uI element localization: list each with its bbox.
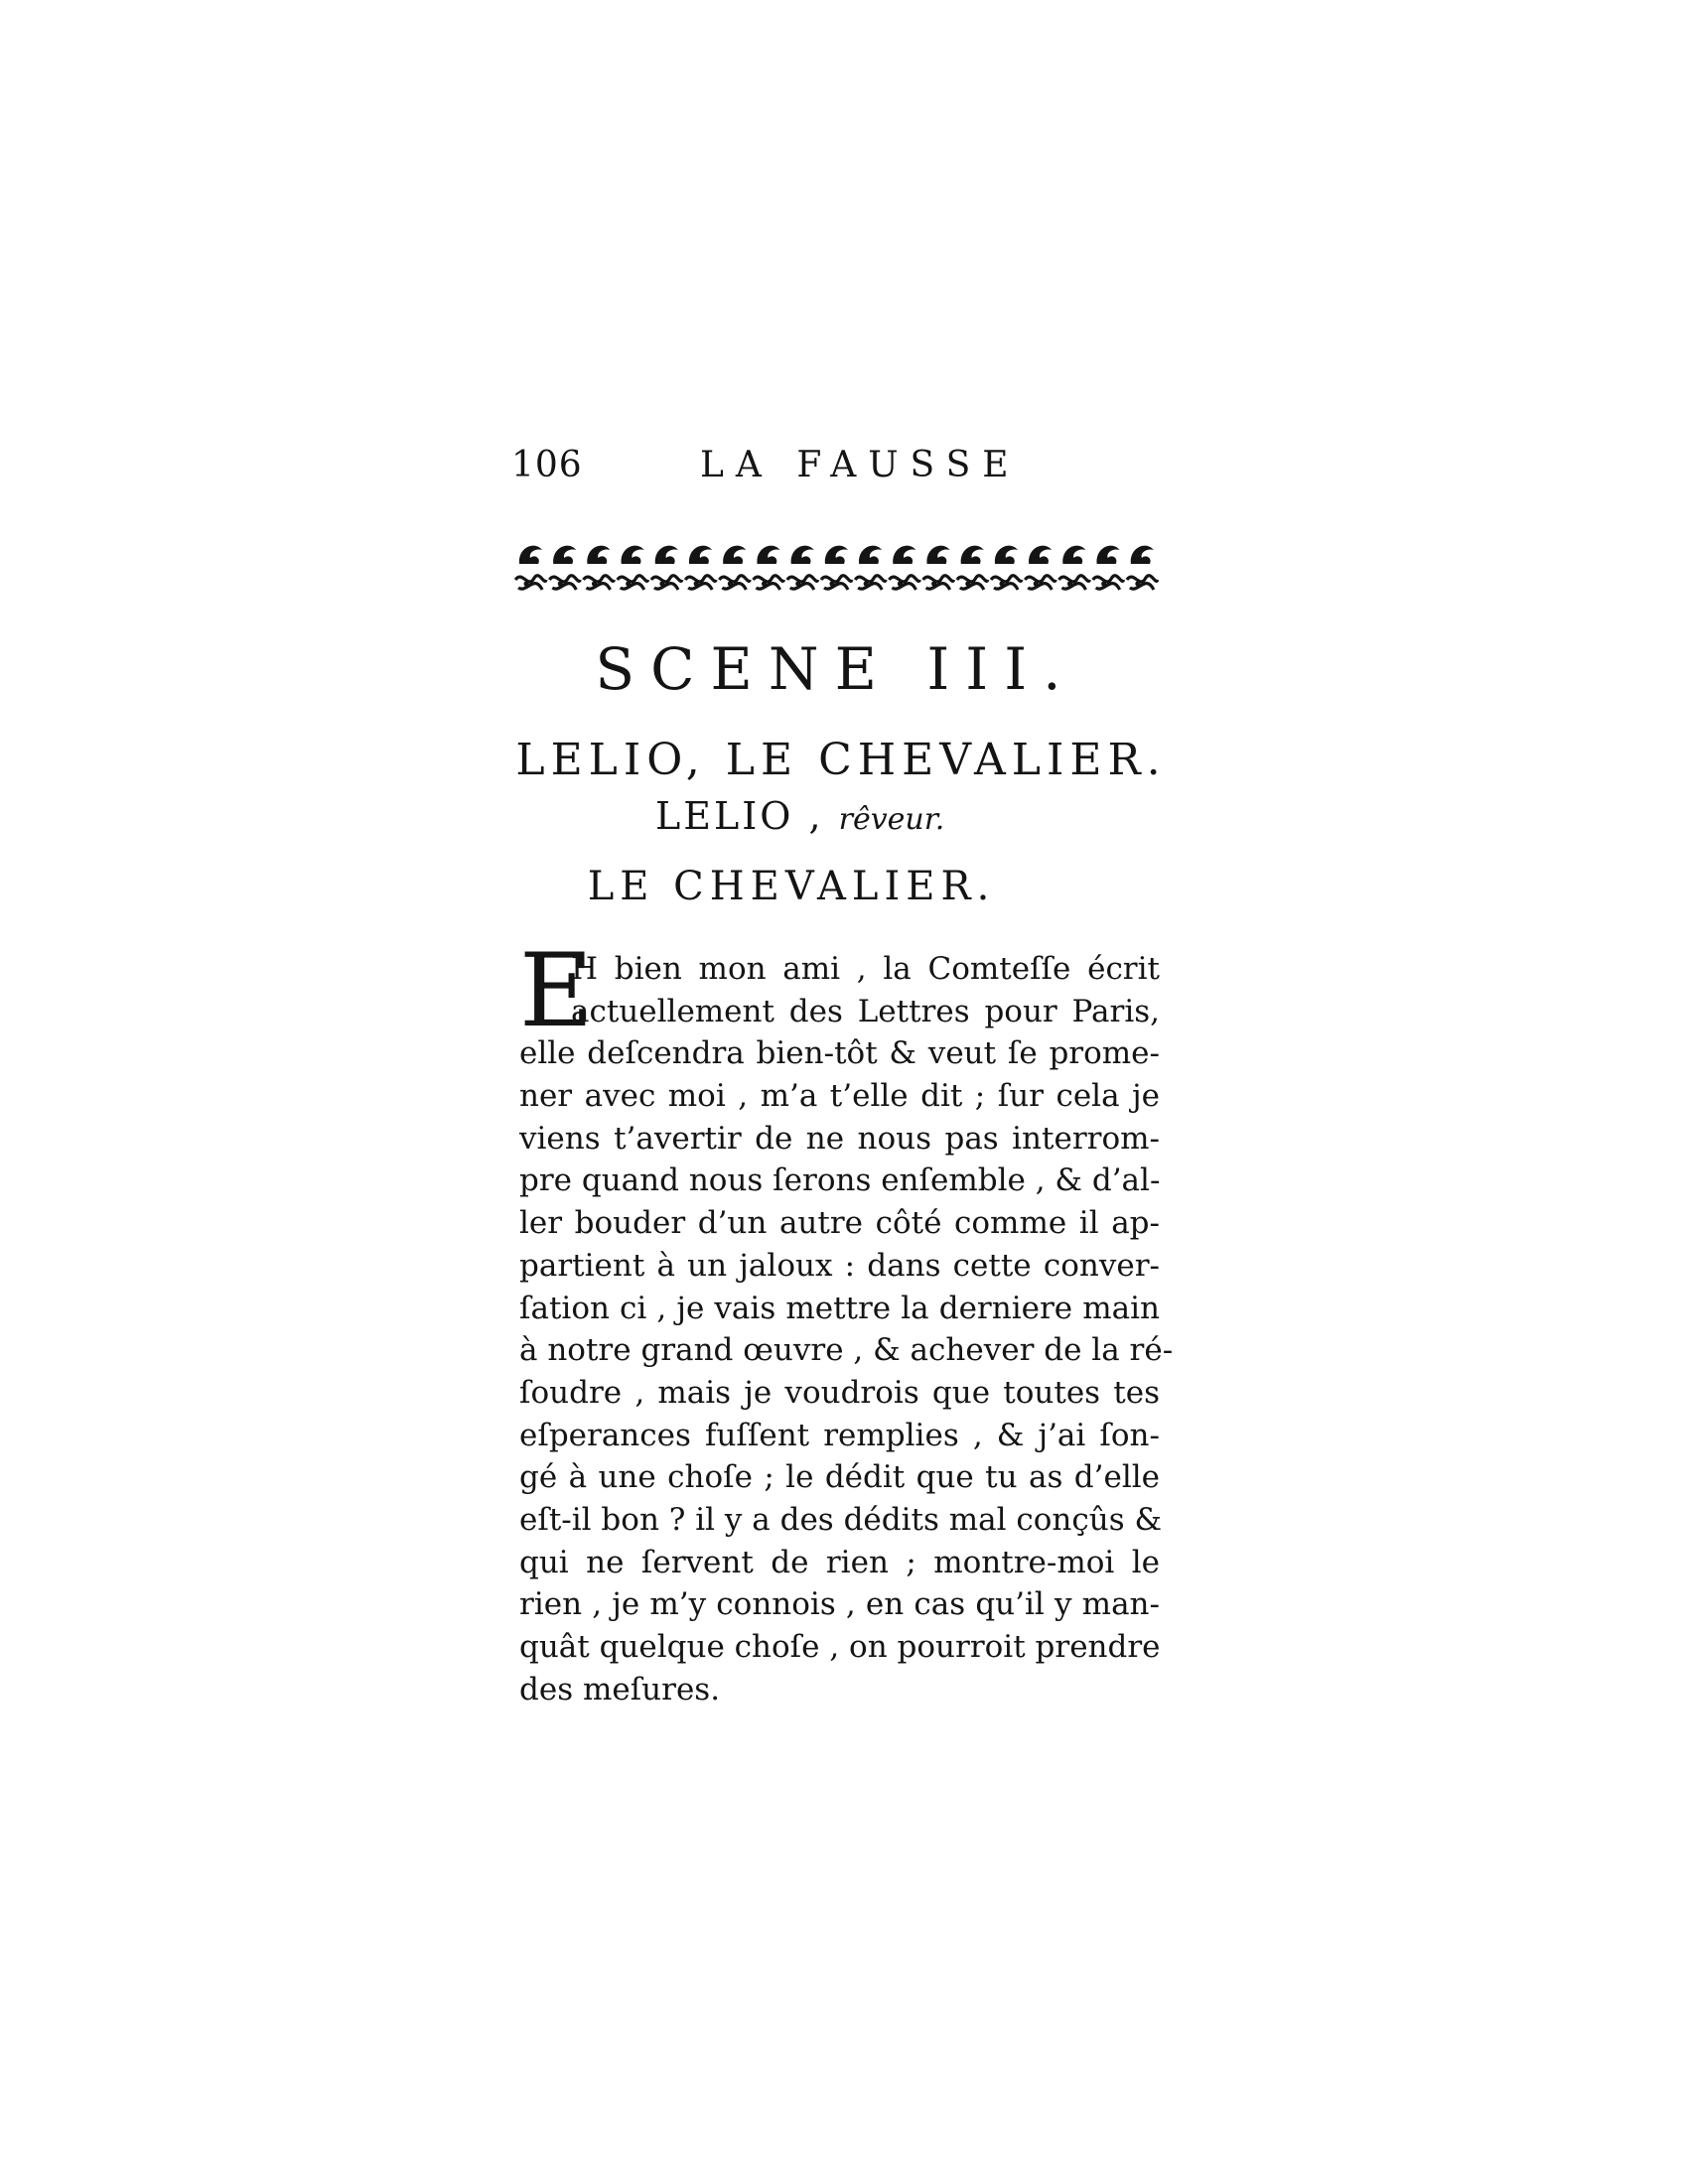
speech-passage xyxy=(519,932,1174,1710)
text-line: quât quelque choſe , on pourroit prendre xyxy=(519,1629,1161,1665)
text-line: partient à un jaloux : dans cette conver- xyxy=(519,1247,1160,1284)
stage-direction: rêveur. xyxy=(838,802,945,837)
text-line: actuellement des Lettres pour Paris, xyxy=(571,993,1160,1029)
speakers-list: LELIO, LE CHEVALIER. xyxy=(515,735,1167,785)
text-line: pre quand nous ſerons enſemble , & d’al- xyxy=(519,1162,1161,1199)
text-line: à notre grand œuvre , & achever de la ré- xyxy=(519,1332,1174,1369)
speaker-label: LE CHEVALIER. xyxy=(587,864,996,909)
text-line: H bien mon ami , la Comteſſe écrit xyxy=(571,951,1160,987)
text-line: ner avec moi , m’a t’elle dit ; ſur cela je xyxy=(519,1078,1160,1115)
text-line: eſt-il bon ? il y a des dédits mal conçûs & xyxy=(519,1501,1163,1538)
fleuron-band-ornament-icon xyxy=(513,536,1159,604)
page-number: 106 xyxy=(511,445,583,485)
running-title: LA FAUSSE xyxy=(700,445,1021,485)
drop-cap: E xyxy=(519,932,594,1050)
text-line: des meſures. xyxy=(519,1671,721,1707)
text-line: viens t’avertir de ne nous pas interrom- xyxy=(519,1120,1160,1157)
text-line: elle deſcendra bien-tôt & veut ſe prome- xyxy=(519,1035,1160,1072)
character-name: LELIO , xyxy=(655,794,824,838)
scene-title: SCENE III. xyxy=(595,635,1077,703)
text-line: rien , je m’y connois , en cas qu’il y man- xyxy=(519,1586,1160,1623)
text-line: eſperances fuſſent remplies , & j’ai ſon- xyxy=(519,1417,1160,1453)
text-line: qui ne ſervent de rien ; montre-moi le xyxy=(519,1544,1160,1580)
stage-direction-line xyxy=(655,794,1072,838)
text-line: ſation ci , je vais mettre la derniere main xyxy=(519,1290,1160,1326)
running-head xyxy=(511,445,1167,494)
text-line: ſoudre , mais je voudrois que toutes tes xyxy=(519,1374,1160,1411)
text-line: gé à une choſe ; le dédit que tu as d’elle xyxy=(519,1459,1160,1496)
text-line: ler bouder d’un autre côté comme il ap- xyxy=(519,1205,1160,1242)
